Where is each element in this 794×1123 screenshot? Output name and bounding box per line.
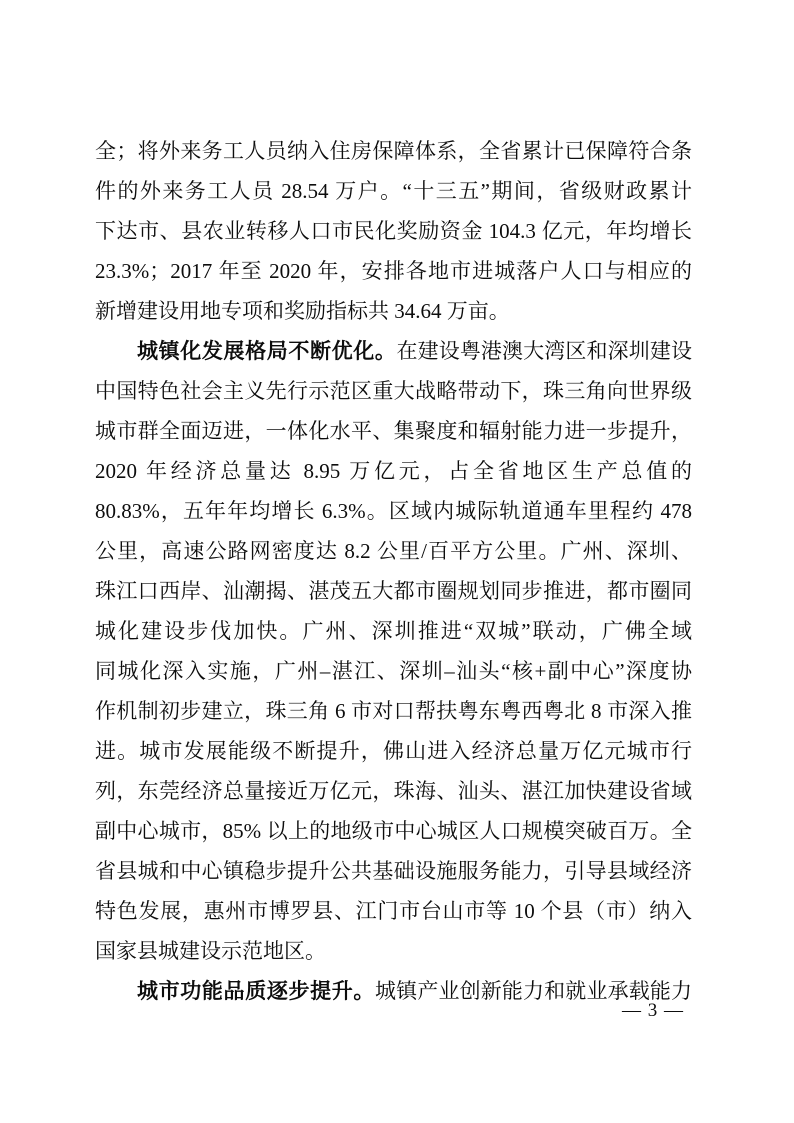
para-city-function-quality-line: 城市功能品质逐步提升。城镇产业创新能力和就业承载能力 [137,979,692,1003]
para-urbanization-pattern-line: 城市群全面迈进，一体化水平、集聚度和辐射能力进一步提升， [95,419,692,443]
para-urbanization-pattern-line: 80.83%，五年年均增长 6.3%。区域内城际轨道通车里程约 478 [95,499,692,523]
para-urbanization-pattern-line: 城化建设步伐加快。广州、深圳推进“双城”联动，广佛全域 [95,619,692,643]
para-urbanization-pattern-line: 进。城市发展能级不断提升，佛山进入经济总量万亿元城市行 [95,739,692,763]
paragraph-lead-bold: 城市功能品质逐步提升。 [137,980,376,1003]
para-urbanization-pattern-line: 珠江口西岸、汕潮揭、湛茂五大都市圈规划同步推进，都市圈同 [95,579,692,603]
para-urbanization-pattern-line: 特色发展，惠州市博罗县、江门市台山市等 10 个县（市）纳入 [95,899,692,923]
para-migrant-worker-housing-line: 下达市、县农业转移人口市民化奖励资金 104.3 亿元，年均增长 [95,219,692,243]
paragraph-lead-bold: 城镇化发展格局不断优化。 [137,340,397,363]
para-migrant-worker-housing-line: 全；将外来务工人员纳入住房保障体系，全省累计已保障符合条 [95,139,692,163]
para-urbanization-pattern-line: 国家县城建设示范地区。 [95,939,326,963]
para-migrant-worker-housing-line: 23.3%；2017 年至 2020 年，安排各地市进城落户人口与相应的 [95,259,692,283]
page-number: — 3 — [622,1000,684,1021]
para-urbanization-pattern-line: 同城化深入实施，广州–湛江、深圳–汕头“核+副中心”深度协 [95,659,692,683]
para-urbanization-pattern-line: 省县城和中心镇稳步提升公共基础设施服务能力，引导县域经济 [95,859,692,883]
para-urbanization-pattern-line: 作机制初步建立，珠三角 6 市对口帮扶粤东粤西粤北 8 市深入推 [95,699,692,723]
para-migrant-worker-housing-line: 件的外来务工人员 28.54 万户。“十三五”期间，省级财政累计 [95,179,692,203]
para-urbanization-pattern-line: 副中心城市，85% 以上的地级市中心城区人口规模突破百万。全 [95,819,692,843]
para-migrant-worker-housing-line: 新增建设用地专项和奖励指标共 34.64 万亩。 [95,299,510,323]
document-text [95,131,692,1011]
para-urbanization-pattern-line: 城镇化发展格局不断优化。在建设粤港澳大湾区和深圳建设 [137,339,692,363]
para-urbanization-pattern-line: 中国特色社会主义先行示范区重大战略带动下，珠三角向世界级 [95,379,692,403]
para-urbanization-pattern-line: 2020 年经济总量达 8.95 万亿元，占全省地区生产总值的 [95,459,692,483]
para-urbanization-pattern-line: 列，东莞经济总量接近万亿元，珠海、汕头、湛江加快建设省域 [95,779,692,803]
para-urbanization-pattern-line: 公里，高速公路网密度达 8.2 公里/百平方公里。广州、深圳、 [95,539,692,563]
